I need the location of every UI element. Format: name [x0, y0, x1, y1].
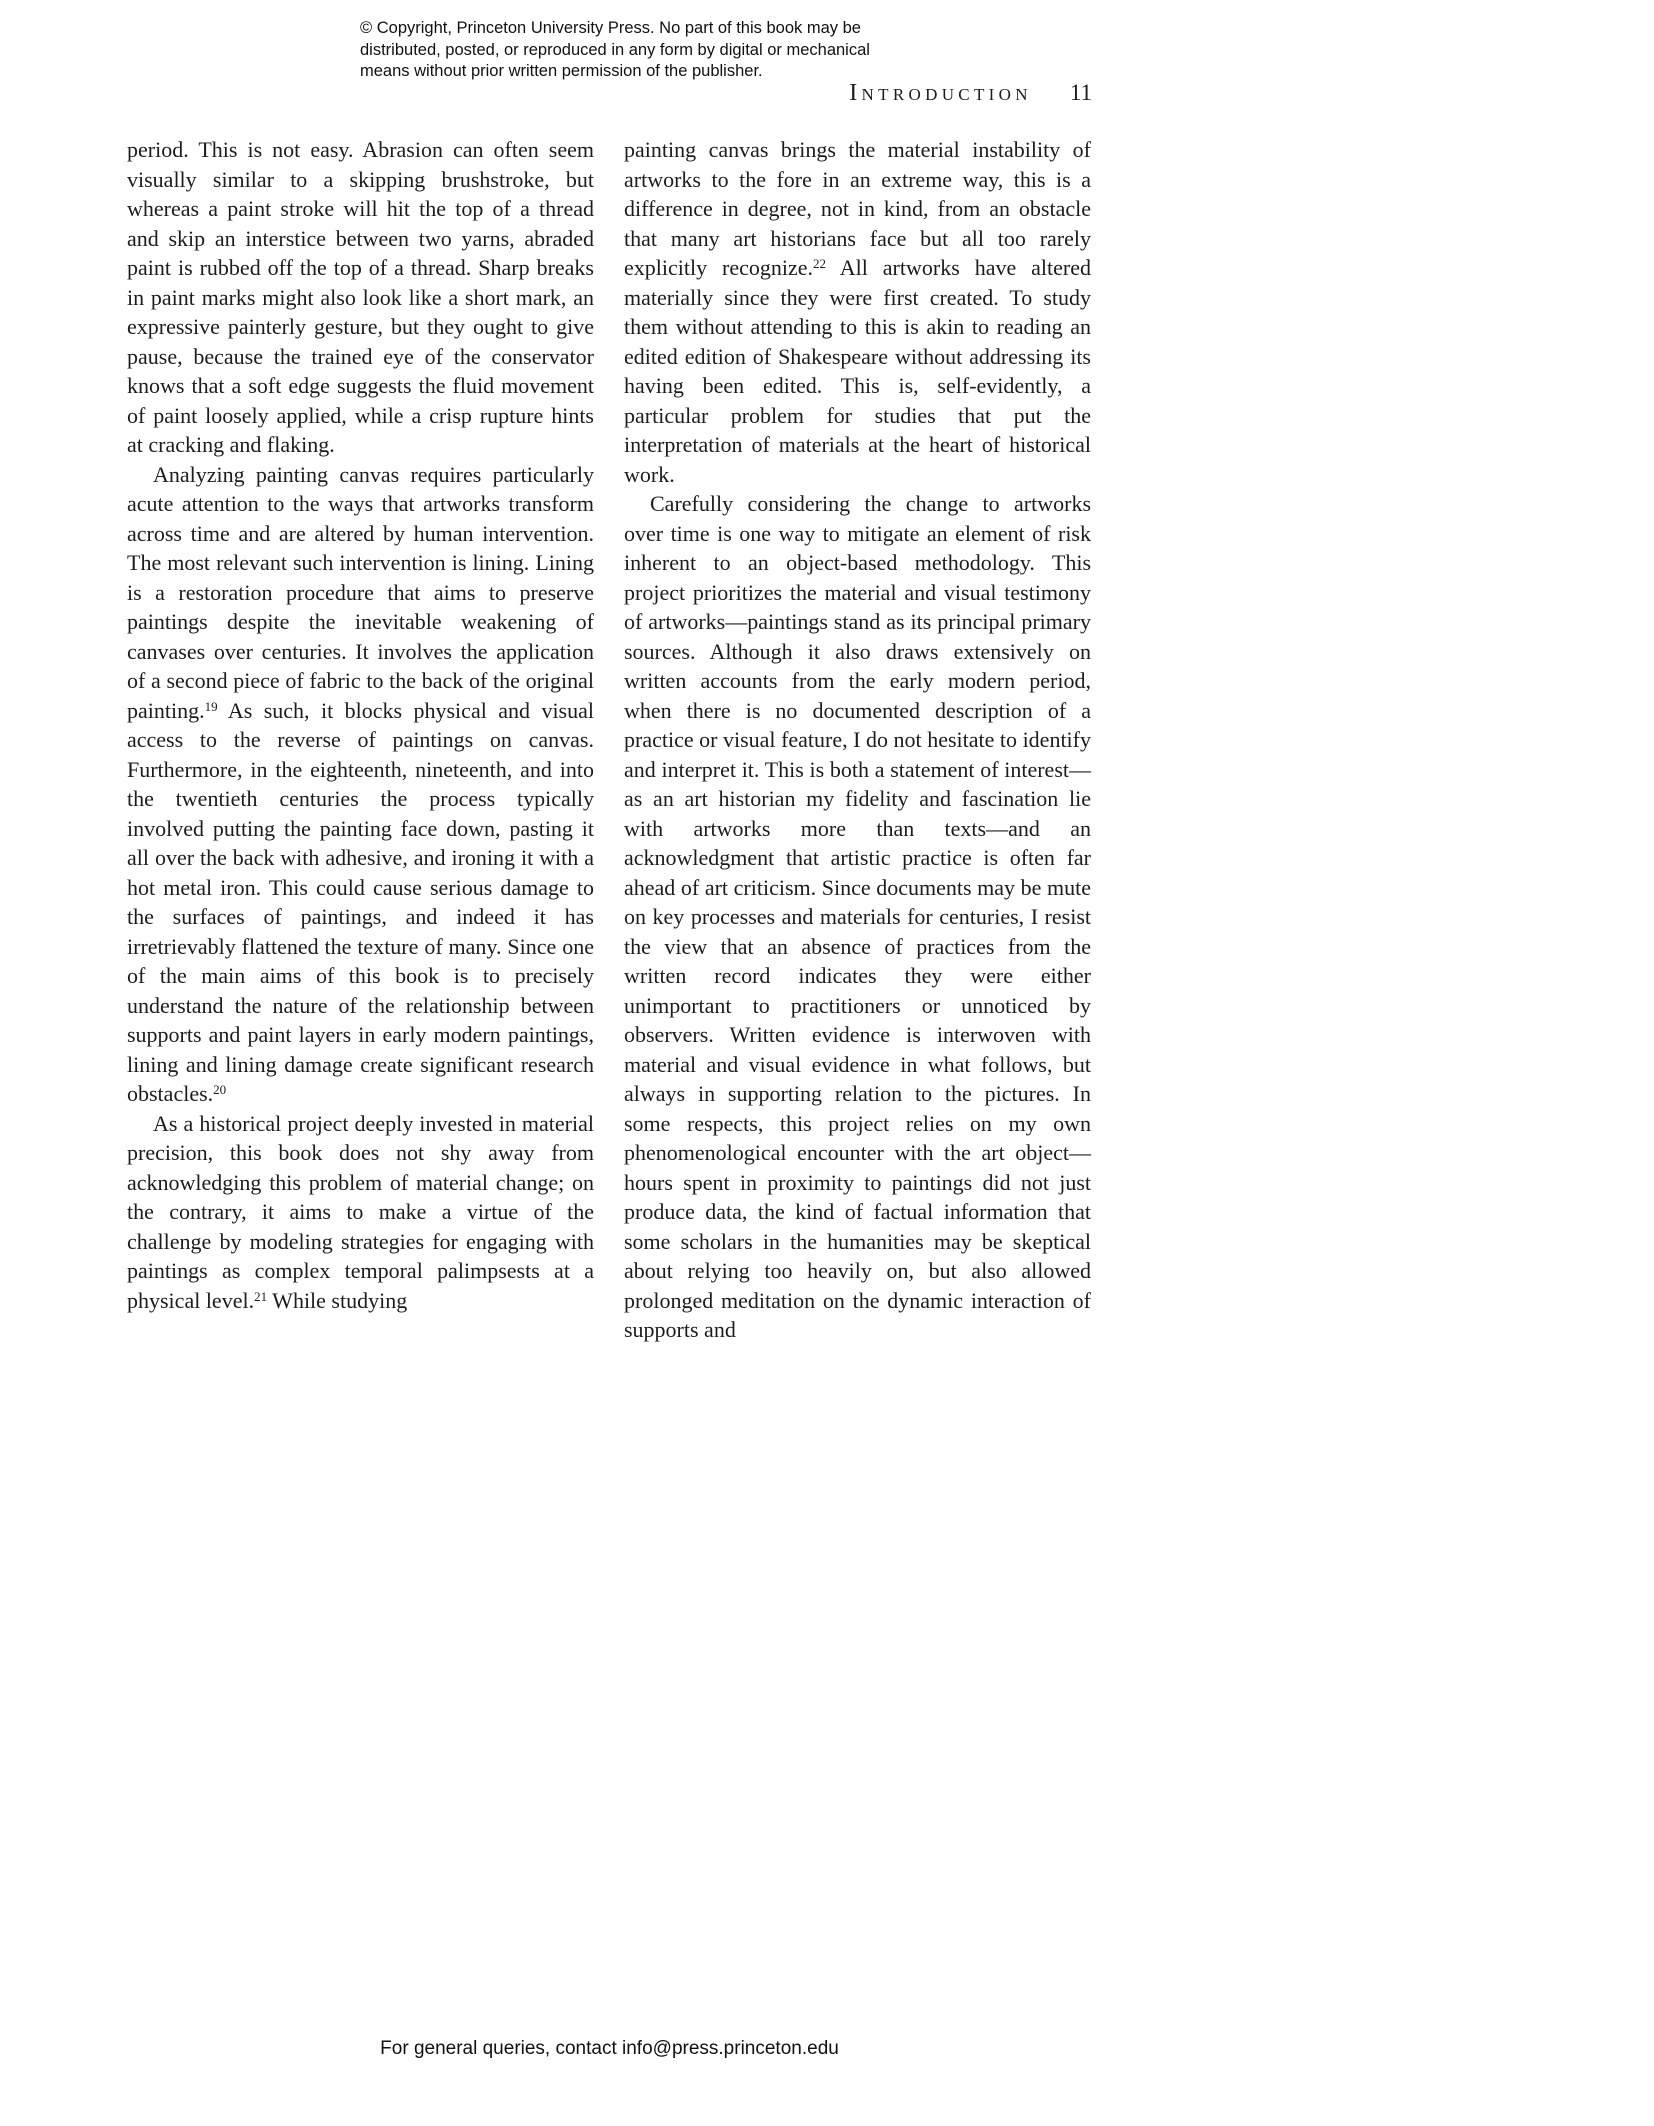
text-column-left: [127, 135, 594, 1345]
paragraph-text: painting canvas brings the material instability of artworks to the fore in an extreme way, this is a difference in degree, not in kind, from an obstacle that many art historians face but all too rarely explicitly recognize.: [624, 137, 1091, 280]
paragraph-text: All artworks have altered materially since they were first created. To study them without attending to this is akin to reading an edited edition of Shakespeare without addressing its having been edited. This is, self-evidently, a particular problem for studies that put the interpretation of materials at the heart of historical work.: [624, 255, 1091, 487]
page-footer: [127, 2038, 1092, 2060]
paragraph-text: While studying: [267, 1287, 408, 1313]
running-header: [127, 80, 1092, 107]
running-title: Introduction: [849, 80, 1032, 106]
paragraph: [624, 489, 1091, 1345]
footnote-ref-22: 22: [813, 256, 827, 271]
text-columns: [127, 135, 1092, 1345]
paragraph: [127, 135, 594, 460]
paragraph: [127, 460, 594, 1109]
copyright-line-2: distributed, posted, or reproduced in any form by digital or mechanical: [360, 40, 870, 59]
paragraph: [624, 135, 1091, 489]
paragraph-text: period. This is not easy. Abrasion can often seem visually similar to a skipping brushstroke, but whereas a paint stroke will hit the top of a thread and skip an interstice between two yarns, abraded paint is rubbed off the top of a thread. Sharp breaks in paint marks might also look like a short mark, an expressive painterly gesture, but they ought to give pause, because the trained eye of the conservator knows that a soft edge suggests the fluid movement of paint loosely applied, while a crisp rupture hints at cracking and flaking.: [127, 137, 594, 457]
copyright-notice: [360, 18, 870, 83]
footer-contact-text: For general queries, contact info@press.princeton.edu: [380, 2038, 839, 2059]
page-number: 11: [1069, 80, 1092, 105]
copyright-line-3: means without prior written permission of the publisher.: [360, 62, 763, 80]
copyright-line-1: © Copyright, Princeton University Press. No part of this book may be: [360, 19, 861, 37]
paragraph-text: As such, it blocks physical and visual access to the reverse of paintings on canvas. Furthermore, in the eighteenth, nineteenth, and into the twentieth centuries the process typically involved putting the painting face down, pasting it all over the back with adhesive, and ironing it with a hot metal iron. This could cause serious damage to the surfaces of paintings, and indeed it has irretrievably flattened the texture of many. Since one of the main aims of this book is to precisely understand the nature of the relationship between supports and paint layers in early modern paintings, lining and lining damage create significant research obstacles.: [127, 697, 594, 1106]
paragraph: [127, 1109, 594, 1316]
paragraph-text: As a historical project deeply invested in material precision, this book does not shy away from acknowledging this problem of material change; on the contrary, it aims to make a virtue of the challenge by modeling strategies for engaging with paintings as complex temporal palimpsests at a physical level.: [127, 1110, 594, 1313]
footnote-ref-19: 19: [204, 698, 218, 714]
paragraph-text: Carefully considering the change to artworks over time is one way to mitigate an element of risk inherent to an object-based methodology. This project prioritizes the material and visual testimony of artworks—paintings stand as its principal primary sources. Although it also draws extensively on written accounts from the early modern period, when there is no documented description of a practice or visual feature, I do not hesitate to identify and interpret it. This is both a statement of interest—as an art historian my fidelity and fascination lie with artworks more than texts—and an acknowledgment that artistic practice is often far ahead of art criticism. Since documents may be mute on key processes and materials for centuries, I resist the view that an absence of practices from the written record indicates they were either unimportant to practitioners or unnoticed by observers. Written evidence is interwoven with material and visual evidence in what follows, but always in supporting relation to the pictures. In some respects, this project relies on my own phenomenological encounter with the art object—hours spent in proximity to paintings did not just produce data, the kind of factual information that some scholars in the humanities may be skeptical about relying too heavily on, but also allowed prolonged meditation on the dynamic interaction of supports and: [624, 491, 1091, 1342]
footnote-ref-20: 20: [213, 1082, 227, 1097]
paragraph-text: Analyzing painting canvas requires particularly acute attention to the ways that artworks transform across time and are altered by human intervention. The most relevant such intervention is lining. Lining is a restoration procedure that aims to preserve paintings despite the inevitable weakening of canvases over centuries. It involves the application of a second piece of fabric to the back of the original painting.: [127, 461, 594, 723]
text-column-right: [624, 135, 1091, 1345]
footnote-ref-21: 21: [254, 1288, 268, 1304]
